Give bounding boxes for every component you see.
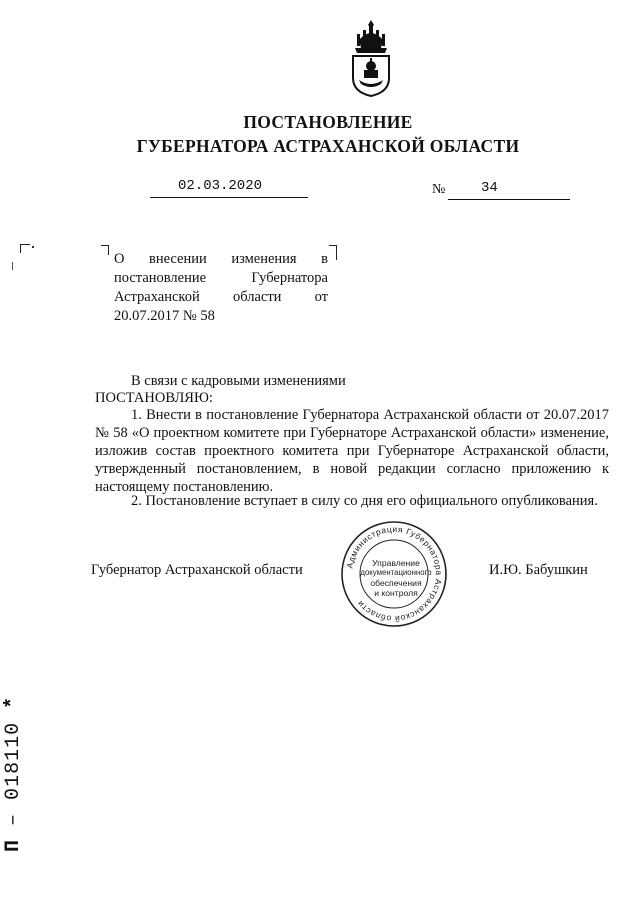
coat-of-arms-emblem xyxy=(345,18,397,98)
serial-dash: – xyxy=(2,812,25,826)
number-underline xyxy=(448,199,570,200)
stamp-line-3: обеспечения xyxy=(370,578,422,588)
document-subject: О внесении изменения в постановление Губернатора Астраханской области от 20.07.2017 № 58 xyxy=(114,251,328,324)
margin-dot xyxy=(32,246,34,248)
paragraph-1: 1. Внести в постановление Губернатора Астраханской области от 20.07.2017 № 58 «О проектном комитете при Губернаторе Астраханской области» изменение, изложив состав проектного комитета при Губернаторе Астраханской области, утвержденный постановлением, в новой редакции согласно приложению к настоящему постановлению. xyxy=(95,407,609,495)
stamp-line-4: и контроля xyxy=(374,588,418,598)
margin-tick xyxy=(12,262,13,270)
stamp-line-2: документационного xyxy=(360,568,432,577)
paragraph-2: 2. Постановление вступает в силу со дня его официального опубликования. xyxy=(131,493,598,509)
stamp-ring-text: Администрация Губернатора Астраханской области xyxy=(344,523,445,625)
serial-number xyxy=(2,682,28,852)
subject-bracket-left xyxy=(101,245,109,255)
signatory-position: Губернатор Астраханской области xyxy=(91,562,303,578)
serial-digits: 018110 xyxy=(2,721,25,800)
date-underline xyxy=(150,197,308,198)
issuing-authority: ГУБЕРНАТОРА АСТРАХАНСКОЙ ОБЛАСТИ xyxy=(136,136,520,156)
document-number: 34 xyxy=(481,180,498,196)
signatory-name: И.Ю. Бабушкин xyxy=(489,562,588,578)
subject-bracket-right xyxy=(329,245,337,260)
intro-text: В связи с кадровыми изменениями xyxy=(131,373,346,389)
stamp-line-1: Управление xyxy=(372,558,420,568)
document-date: 02.03.2020 xyxy=(178,178,263,194)
serial-prefix: П xyxy=(2,838,25,852)
number-sign: № xyxy=(432,182,446,197)
decree-word: ПОСТАНОВЛЯЮ: xyxy=(95,390,213,406)
serial-mark: * xyxy=(2,695,25,709)
margin-corner-mark xyxy=(20,244,30,253)
document-title: ПОСТАНОВЛЕНИЕ xyxy=(243,112,413,132)
